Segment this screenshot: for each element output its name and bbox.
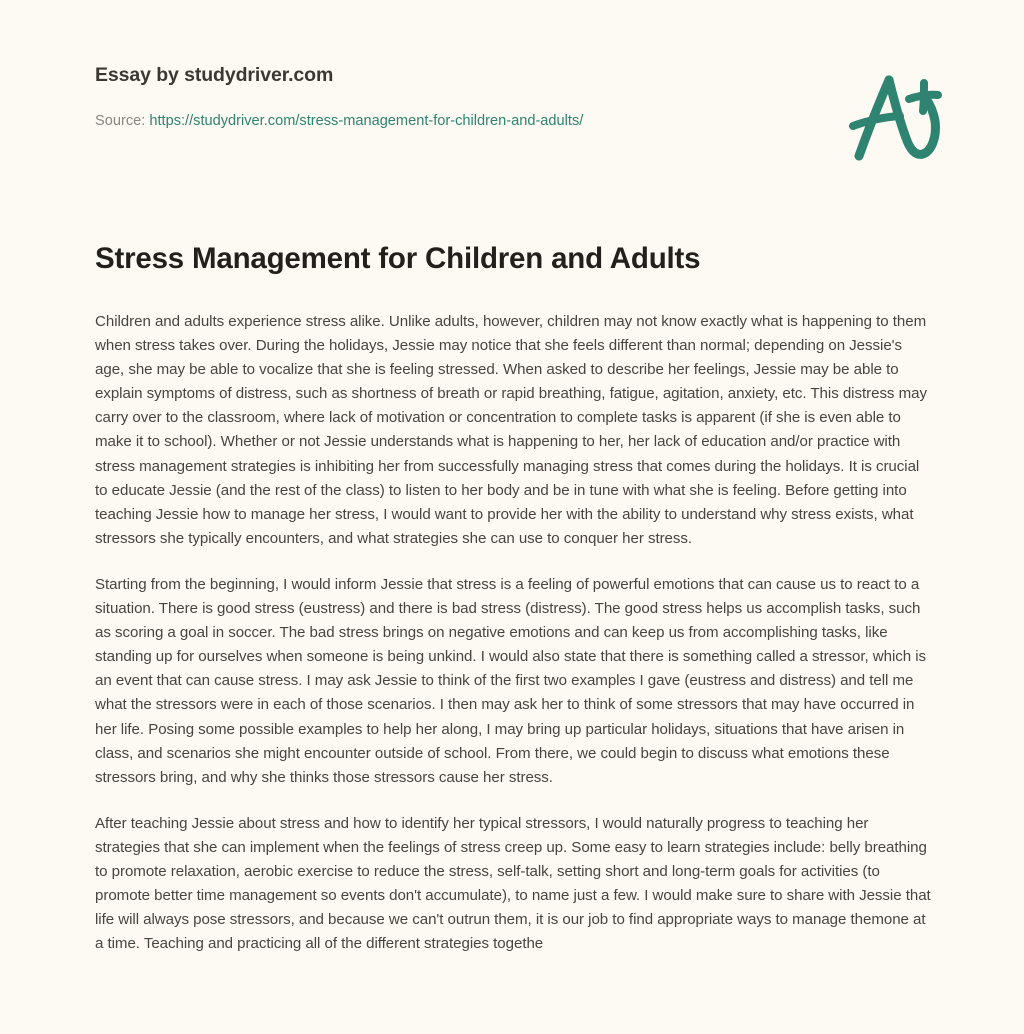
source-url-link[interactable]: https://studydriver.com/stress-management-for-children-and-adults/	[149, 113, 584, 129]
essay-body	[95, 310, 933, 956]
paragraph: Children and adults experience stress alike. Unlike adults, however, children may not know exactly what is happening to them when stress takes over. During the holidays, Jessie may notice that she feels different than normal; depending on Jessie's age, she may be able to vocalize that she is feeling stressed. When asked to describe her feelings, Jessie may be able to explain symptoms of distress, such as shortness of breath or rapid breathing, fatigue, agitation, anxiety, etc. This distress may carry over to the classroom, where lack of motivation or concentration to complete tasks is apparent (if she is even able to make it to school). Whether or not Jessie understands what is happening to her, her lack of education and/or practice with stress management strategies is inhibiting her from successfully managing stress that comes during the holidays. It is crucial to educate Jessie (and the rest of the class) to listen to her body and be in tune with what she is feeling. Before getting into teaching Jessie how to manage her stress, I would want to provide her with the ability to understand why stress exists, what stressors she typically encounters, and what strategies she can use to conquer her stress.	[95, 313, 927, 547]
a-plus-logo	[834, 66, 950, 170]
page-title: Stress Management for Children and Adults	[95, 242, 701, 275]
source-label: Source:	[95, 113, 146, 129]
document-header	[95, 62, 935, 131]
paragraph: After teaching Jessie about stress and how to identify her typical stressors, I would naturally progress to teaching her strategies that she can implement when the feelings of stress creep up. Some easy to learn strategies include: belly breathing to promote relaxation, aerobic exercise to reduce the stress, self-talk, setting short and long-term goals for activities (to promote better time management so events don't accumulate), to name just a few. I would make sure to share with Jessie that life will always pose stressors, and because we can't outrun them, it is our job to find appropriate ways to manage themone at a time. Teaching and practicing all of the different strategies togethe	[95, 814, 931, 953]
a-plus-logo-icon	[834, 66, 950, 170]
byline: Essay by studydriver.com	[95, 64, 334, 86]
source-line	[95, 88, 935, 131]
paragraph: Starting from the beginning, I would inform Jessie that stress is a feeling of powerful emotions that can cause us to react to a situation. There is good stress (eustress) and there is bad stress (distress). The good stress helps us accomplish tasks, such as scoring a goal in soccer. The bad stress brings on negative emotions and can keep us from accomplishing tasks, like standing up for ourselves when someone is being unkind. I would also state that there is something called a stressor, which is an event that can cause stress. I may ask Jessie to think of the first two examples I gave (eustress and distress) and tell me what the stressors were in each of those scenarios. I then may ask her to think of some stressors that may have occurred in her life. Posing some possible examples to help her along, I may bring up particular holidays, situations that have arisen in class, and scenarios she might encounter outside of school. From there, we could begin to discuss what emotions these stressors bring, and why she thinks those stressors cause her stress.	[95, 575, 927, 786]
